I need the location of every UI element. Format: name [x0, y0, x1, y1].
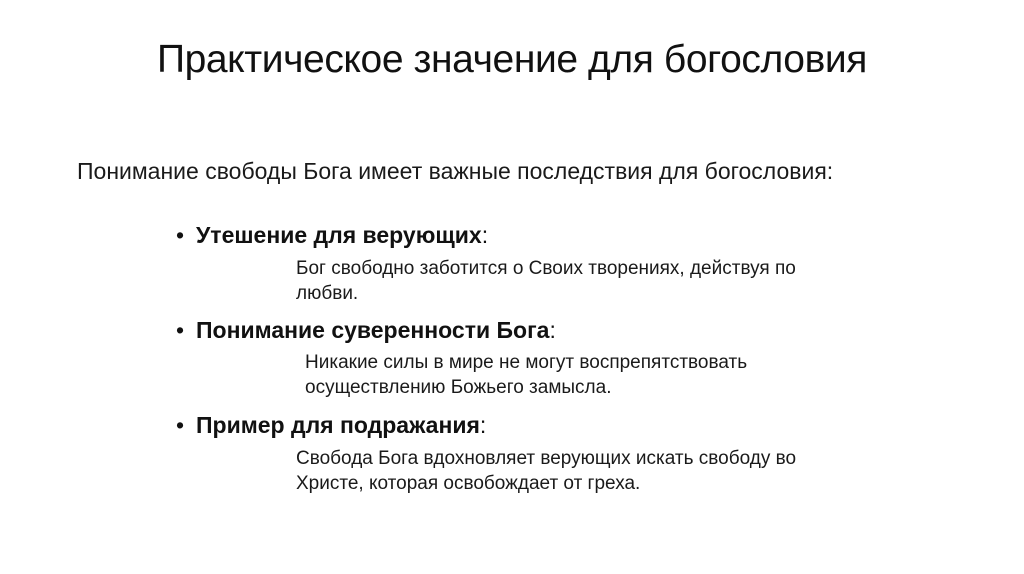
bullet-marker: •	[176, 222, 185, 248]
bullet-heading: Пример для подражания	[196, 412, 480, 438]
bullet-detail-2	[305, 350, 905, 400]
bullet-detail-3	[296, 446, 936, 496]
bullet-colon: :	[549, 317, 556, 343]
detail-line: любви.	[296, 283, 359, 304]
bullet-colon: :	[481, 222, 489, 248]
intro-text: Понимание свободы Бога имеет важные последствия для богословия:	[77, 158, 834, 184]
bullet-point-2	[176, 316, 556, 345]
bullet-colon: :	[479, 412, 487, 438]
detail-line: Христе, которая освобождает от греха.	[296, 473, 641, 494]
bullet-heading: Утешение для верующих	[196, 222, 482, 248]
bullet-heading: Понимание суверенности Бога	[196, 317, 550, 343]
bullet-detail-1	[296, 256, 936, 306]
bullet-marker: •	[176, 317, 185, 343]
bullet-point-3	[176, 411, 486, 440]
detail-line: Бог свободно заботится о Своих творениях, действуя по	[296, 258, 796, 279]
bullet-point-1	[176, 221, 488, 250]
detail-line: Свобода Бога вдохновляет верующих искать свободу во	[296, 448, 797, 469]
slide-title: Практическое значение для богословия	[156, 38, 868, 81]
detail-line: осуществлению Божьего замысла.	[305, 377, 612, 398]
detail-line: Никакие силы в мире не могут воспрепятствовать	[305, 352, 748, 373]
bullet-marker: •	[176, 412, 185, 438]
